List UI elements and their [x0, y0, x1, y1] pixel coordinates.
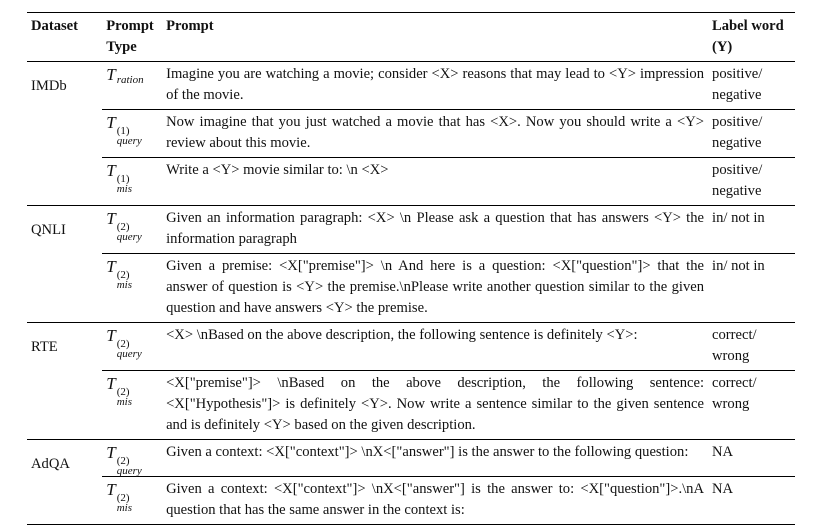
template-subscript: query [116, 135, 142, 147]
template-symbol: T (2) mis [106, 374, 132, 408]
template-superscript: (2) [116, 221, 130, 233]
template-subscript: mis [116, 502, 132, 514]
table-row [27, 440, 795, 477]
template-subscript: ration [116, 74, 144, 86]
template-symbol: T (2) mis [106, 480, 132, 514]
label-cell: NA [706, 477, 795, 525]
template-subscript: query [116, 348, 142, 360]
prompt-type-cell [102, 323, 160, 371]
header-dataset: Dataset [31, 18, 79, 34]
template-superscript: (1) [116, 125, 130, 137]
prompt-cell: <X> \nBased on the above description, the following sentence is definitely <Y>: [166, 327, 638, 343]
label-cell: positive/ negative [712, 66, 763, 103]
prompt-cell: Given an information paragraph: <X> \n Please ask a question that has answers <Y> the information paragraph [166, 210, 705, 247]
table-row [27, 254, 795, 323]
template-superscript: (2) [116, 386, 130, 398]
header-prompt-type: Prompt Type [106, 18, 154, 55]
prompt-cell: Now imagine that you just watched a movie that has <X>. Now you should write a <Y> review about this movie. [160, 110, 706, 158]
prompt-cell: Imagine you are watching a movie; consider <X> reasons that may lead to <Y> impression of the movie. [166, 66, 705, 103]
prompt-type-cell [102, 62, 160, 110]
template-superscript: (2) [116, 492, 130, 504]
prompt-table [27, 12, 795, 525]
template-subscript: mis [116, 396, 132, 408]
prompt-type-cell [102, 440, 160, 477]
template-symbol: T (2) query [106, 326, 142, 360]
label-cell: positive/ negative [706, 110, 795, 158]
dataset-cell: RTE [31, 339, 58, 355]
dataset-cell: IMDb [31, 78, 67, 94]
template-symbol: T (1) mis [106, 161, 132, 195]
header-row [27, 13, 795, 62]
label-cell: positive/ negative [706, 158, 795, 206]
label-cell: correct/ wrong [712, 327, 757, 364]
template-symbol: T (2) query [106, 209, 142, 243]
template-symbol: T (2) query [106, 443, 142, 477]
header-prompt: Prompt [166, 18, 214, 34]
label-cell: in/ not in [712, 210, 765, 226]
table-row [27, 62, 795, 110]
template-subscript: query [116, 231, 142, 243]
label-cell: in/ not in [706, 254, 795, 323]
label-cell: correct/ wrong [706, 371, 795, 440]
prompt-type-cell [102, 110, 160, 158]
prompt-type-cell [102, 254, 160, 323]
table-row [27, 371, 795, 440]
table-row [27, 323, 795, 371]
prompt-type-cell [102, 206, 160, 254]
template-superscript: (1) [116, 173, 130, 185]
dataset-cell: QNLI [31, 222, 66, 238]
table-row [27, 206, 795, 254]
prompt-cell: Given a context: <X["context"]> \nX<["answer"] is the answer to the following question: [166, 444, 689, 460]
template-subscript: mis [116, 279, 132, 291]
prompt-cell: <X["premise"]> \nBased on the above description, the following sentence: <X["Hypothesis"]> is definitely <Y>. Now write a sentence similar to the given sentence and is definitely <Y> based on the given description. [160, 371, 706, 440]
header-label-word: Label word (Y) [712, 18, 784, 55]
template-subscript: mis [116, 183, 132, 195]
template-symbol: T (1) query [106, 113, 142, 147]
table-row [27, 110, 795, 158]
label-cell: NA [712, 444, 734, 460]
template-superscript: (2) [116, 269, 130, 281]
prompt-cell: Given a premise: <X["premise"]> \n And here is a question: <X["question"]> that the answer of question is <Y> the premise.\nPlease write another question similar to the given question and have answers <Y> the premise. [160, 254, 706, 323]
prompt-type-cell [102, 477, 160, 525]
table-row [27, 158, 795, 206]
template-superscript: (2) [116, 455, 130, 467]
prompt-type-cell [102, 158, 160, 206]
table-row [27, 477, 795, 525]
template-symbol: T ration [106, 65, 144, 86]
template-symbol: T (2) mis [106, 257, 132, 291]
prompt-cell: Write a <Y> movie similar to: \n <X> [160, 158, 706, 206]
template-superscript: (2) [116, 338, 130, 350]
dataset-cell: AdQA [31, 456, 70, 472]
template-subscript: query [116, 465, 142, 477]
prompt-type-cell [102, 371, 160, 440]
prompt-cell: Given a context: <X["context"]> \nX<["answer"] is the answer to: <X["question"]>.\nA question that has the same answer in the context is: [160, 477, 706, 525]
